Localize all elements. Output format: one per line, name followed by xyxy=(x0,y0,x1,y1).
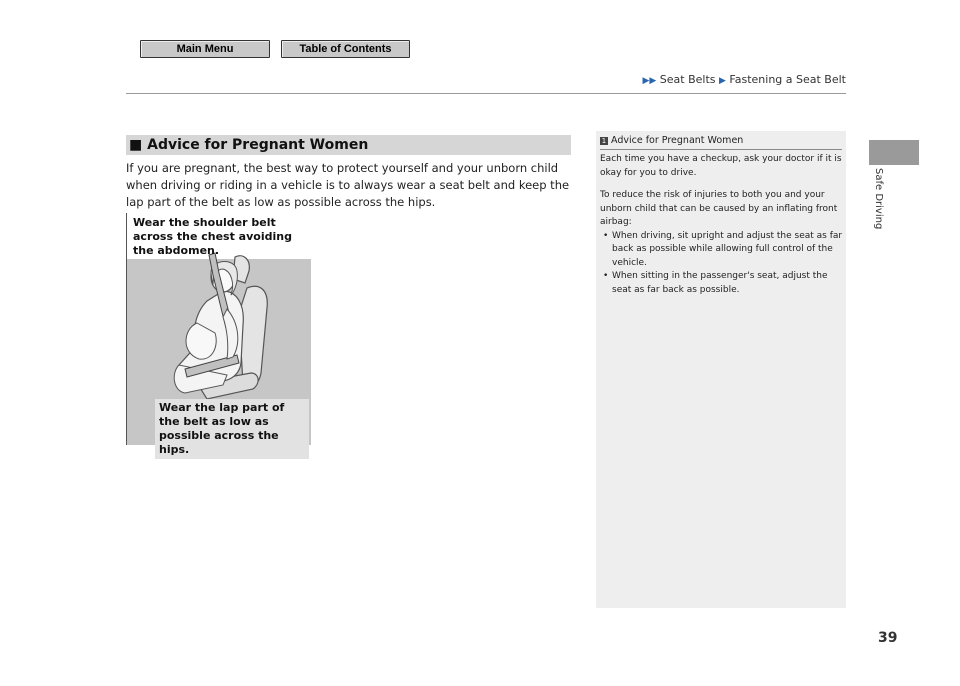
table-of-contents-button[interactable]: Table of Contents xyxy=(281,40,410,58)
sidebar-body xyxy=(600,153,844,297)
sidebar-title-text: Advice for Pregnant Women xyxy=(611,135,744,146)
sidebar-bullet: • When driving, sit upright and adjust the seat as far back as possible while allowing full control of the vehicle. xyxy=(600,230,844,271)
lap-belt-callout: Wear the lap part of the belt as low as possible across the hips. xyxy=(155,399,309,459)
notes-sidebar xyxy=(596,131,846,608)
triangle-arrow-icon: ▶ xyxy=(719,76,726,86)
section-heading xyxy=(126,135,571,155)
info-marker-icon: 1 xyxy=(601,137,607,145)
breadcrumb-item-seat-belts[interactable]: Seat Belts xyxy=(659,73,716,86)
chapter-tab[interactable] xyxy=(869,140,919,165)
breadcrumb xyxy=(642,73,846,86)
section-body-text: If you are pregnant, the best way to protect yourself and your unborn child when driving or riding in a vehicle is to always wear a seat belt and keep the lap part of the belt as low as possible across the hips. xyxy=(126,161,570,209)
chapter-label: Safe Driving xyxy=(873,168,884,230)
sidebar-title xyxy=(600,135,842,150)
header-divider xyxy=(126,93,846,94)
sidebar-bullet-list xyxy=(600,230,844,298)
breadcrumb-item-fastening[interactable]: Fastening a Seat Belt xyxy=(729,73,846,86)
sidebar-bullet: • When sitting in the passenger's seat, adjust the seat as far back as possible. xyxy=(600,270,844,297)
main-menu-button[interactable]: Main Menu xyxy=(140,40,270,58)
square-bullet-icon: ■ xyxy=(129,137,143,153)
page-number: 39 xyxy=(878,630,898,646)
section-heading-text: Advice for Pregnant Women xyxy=(147,137,369,153)
sidebar-paragraph: To reduce the risk of injuries to both you and your unborn child that can be caused by an inflating front airbag: xyxy=(600,190,838,227)
triangle-arrow-icon: ▶▶ xyxy=(642,76,657,86)
pregnant-woman-seatbelt-illustration xyxy=(126,213,311,456)
sidebar-paragraph: Each time you have a checkup, ask your doctor if it is okay for you to drive. xyxy=(600,154,842,178)
shoulder-belt-callout: Wear the shoulder belt across the chest avoiding the abdomen. xyxy=(133,216,292,257)
